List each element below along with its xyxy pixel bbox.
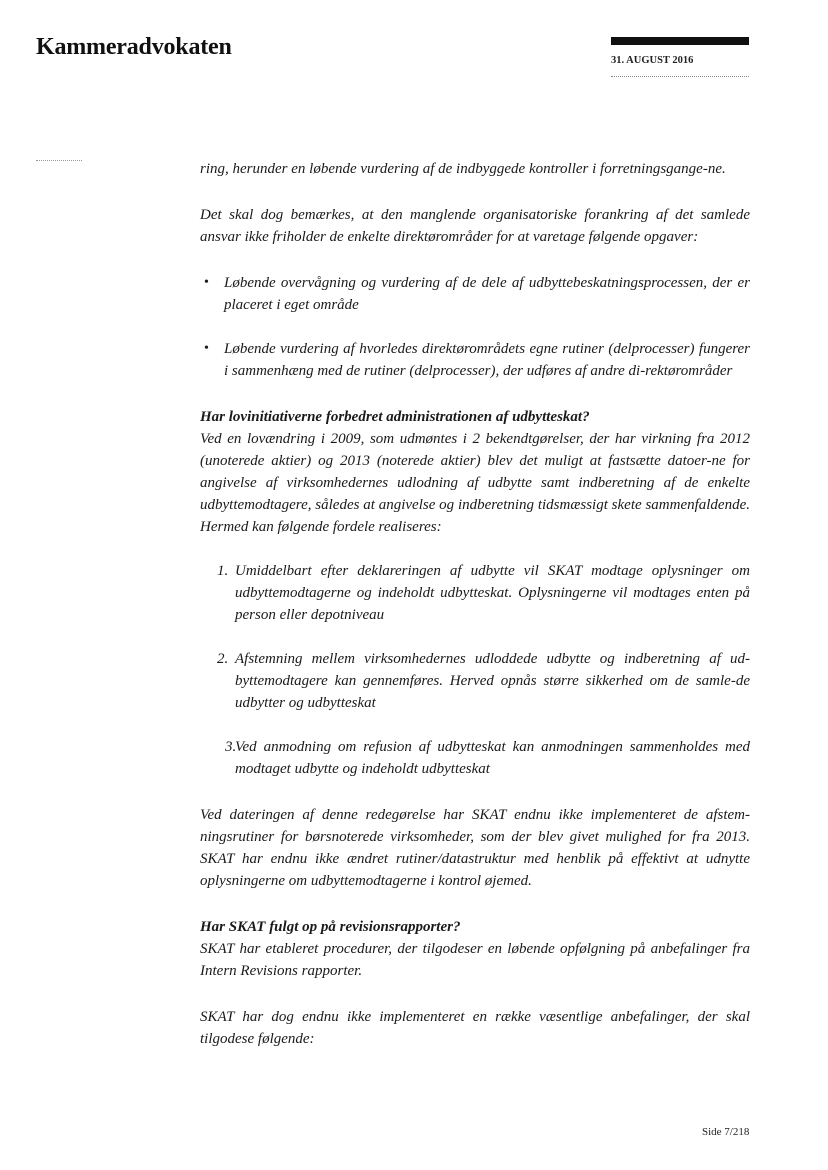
item-number: 1.	[217, 563, 229, 579]
bullet-item	[200, 338, 750, 382]
item-text: Umiddelbart efter deklareringen af udbytte vil SKAT modtage oplysninger om udbyttemodtagerne og indeholdt udbytteskat. Oplysningerne vil modtages enten på person eller depotniveau	[235, 563, 750, 623]
item-text: Afstemning mellem virksomhedernes udloddede udbytte og indberetning af ud-byttemodtagere kan gennemføres. Herved opnås større sikkerhed om de samle-de udbytter og udbytteskat	[235, 651, 750, 711]
paragraph: Ved en lovændring i 2009, som udmøntes i 2 bekendtgørelser, der har virkning fra 2012 (unoterede aktier) og 2013 (noterede aktier) blev det muligt at fastsætte datoer-ne for angivelse af virksomhedernes udlodning af udbytte samt indberetning af de enkelte udbyttemodtagere, således at angivelse og indberetning tidsmæssigt skete sammenfaldende. Hermed kan følgende fordele realiseres:	[200, 431, 750, 535]
paragraph: SKAT har dog endnu ikke implementeret en række væsentlige anbefalinger, der skal tilgodese følgende:	[200, 1009, 750, 1047]
paragraph: Ved dateringen af denne redegørelse har SKAT endnu ikke implementeret de afstem-ningsrutiner for børsnoterede virksomheder, som der blev givet mulighed for fra 2013. SKAT har endnu ikke ændret rutiner/datastruktur med henblik på effektivt at udnytte oplysningerne om udbyttemodtagerne i kontrol øjemed.	[200, 807, 750, 889]
margin-divider	[36, 160, 82, 161]
numbered-item	[200, 648, 750, 714]
bullet-marker: •	[204, 275, 209, 290]
numbered-list	[200, 560, 750, 780]
item-number: 2.	[217, 651, 229, 667]
paragraph: ring, herunder en løbende vurdering af de indbyggede kontroller i forretningsgange-ne.	[200, 161, 726, 177]
bullet-text: Løbende vurdering af hvorledes direktørområdets egne rutiner (delprocesser) fungerer i sammenhæng med de rutiner (delprocesser), der udføres af andre di-rektørområder	[224, 341, 750, 379]
paragraph: SKAT har etableret procedurer, der tilgodeser en løbende opfølgning på anbefalinger fra Intern Revisions rapporter.	[200, 941, 750, 979]
numbered-item	[200, 736, 750, 780]
date-divider	[611, 76, 749, 77]
section-heading: Har lovinitiativerne forbedret administrationen af udbytteskat?	[200, 409, 590, 425]
item-number: 3.	[225, 739, 237, 755]
section-heading: Har SKAT fulgt op på revisionsrapporter?	[200, 919, 461, 935]
paragraph: Det skal dog bemærkes, at den manglende organisatoriske forankring af det samlede ansvar ikke friholder de enkelte direktørområder for at varetage følgende opgaver:	[200, 207, 750, 245]
document-date: 31. AUGUST 2016	[611, 55, 694, 66]
page-number: Side 7/218	[702, 1126, 750, 1138]
item-text: Ved anmodning om refusion af udbytteskat kan anmodningen sammenholdes med modtaget udbytte og indeholdt udbytteskat	[235, 739, 750, 777]
bullet-text: Løbende overvågning og vurdering af de dele af udbyttebeskatningsprocessen, der er placeret i eget område	[224, 275, 750, 313]
bullet-list	[200, 272, 750, 382]
numbered-item	[200, 560, 750, 626]
date-bar	[611, 37, 749, 45]
bullet-item	[200, 272, 750, 316]
bullet-marker: •	[204, 341, 209, 356]
document-body	[200, 158, 750, 1050]
logo: Kammeradvokaten	[36, 34, 232, 60]
